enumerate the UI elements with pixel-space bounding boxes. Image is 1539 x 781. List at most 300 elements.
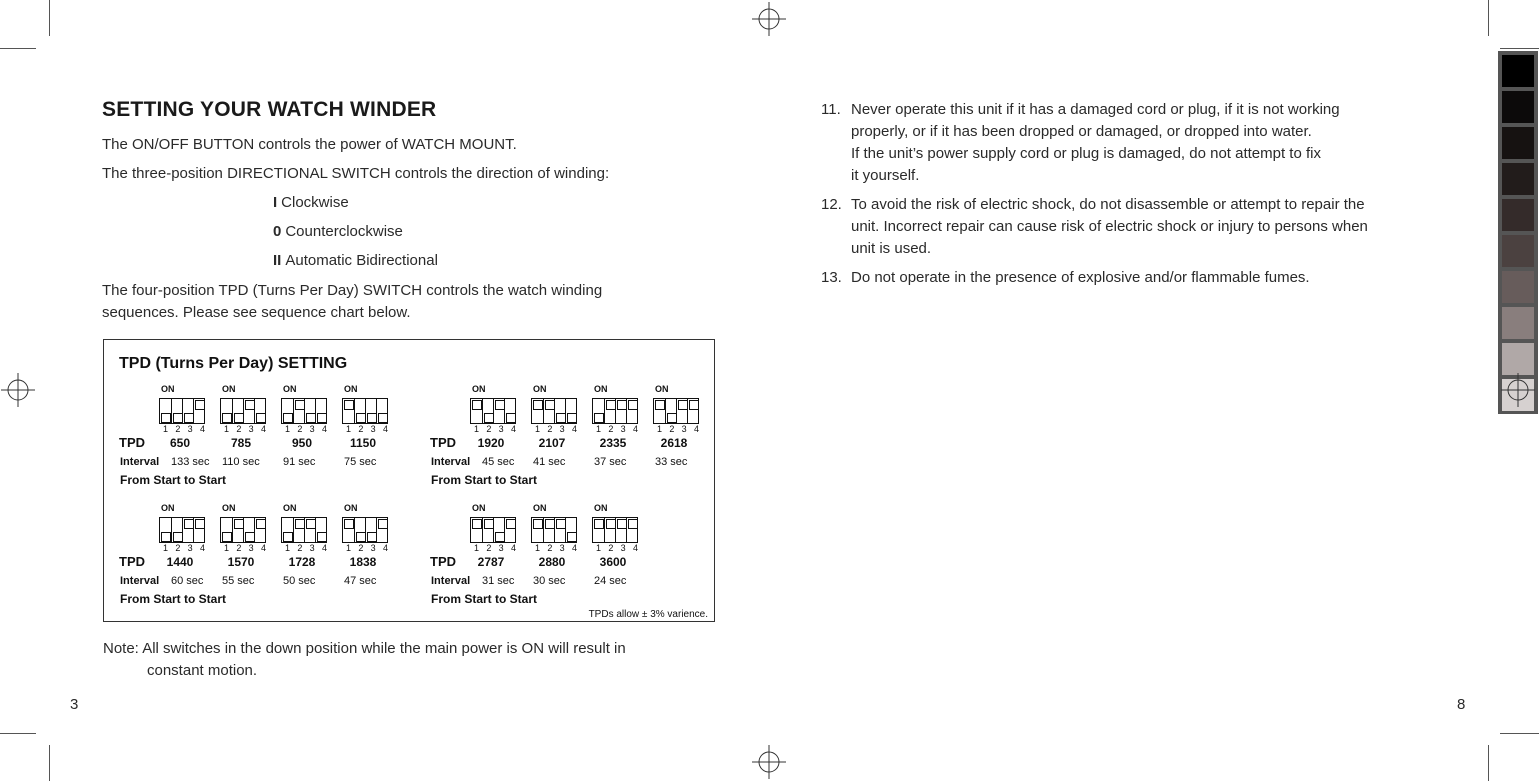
switch-knob-off — [378, 413, 388, 423]
switch-body — [159, 398, 205, 424]
switch-knob-on — [195, 400, 205, 410]
list-item-text: unit is used. — [851, 240, 932, 257]
dip-switch-diagram — [281, 384, 329, 442]
switch-number: 4 — [510, 543, 516, 553]
switch-slot — [315, 518, 325, 542]
color-swatch — [1502, 307, 1534, 339]
switch-numbers — [474, 543, 516, 553]
crop-mark — [1500, 733, 1539, 734]
switch-slot — [554, 518, 564, 542]
switch-slot — [243, 399, 253, 423]
switch-slot — [293, 399, 303, 423]
switch-numbers — [346, 543, 388, 553]
switch-slot — [504, 518, 514, 542]
switch-slot — [304, 518, 314, 542]
switch-number: 3 — [309, 424, 315, 434]
switch-number: 4 — [260, 543, 266, 553]
interval-value: 91 sec — [283, 456, 316, 468]
switch-number: 1 — [535, 543, 541, 553]
switch-number: 3 — [498, 543, 504, 553]
switch-number: 2 — [486, 543, 492, 553]
switch-slot — [193, 518, 203, 542]
switch-number: 3 — [681, 424, 687, 434]
switch-slot — [604, 399, 614, 423]
registration-mark-icon — [752, 745, 786, 779]
switch-number: 4 — [199, 543, 205, 553]
switch-slot — [182, 399, 192, 423]
switch-numbers — [224, 424, 266, 434]
interval-value: 75 sec — [344, 456, 377, 468]
dip-switch-diagram — [281, 503, 329, 561]
switch-knob-off — [222, 413, 232, 423]
switch-numbers — [346, 424, 388, 434]
switch-slot — [354, 518, 364, 542]
interval-value: 30 sec — [533, 575, 566, 587]
switch-number: 4 — [199, 424, 205, 434]
switch-body — [342, 398, 388, 424]
tpd-value: 785 — [230, 436, 252, 450]
direction-clockwise — [273, 194, 349, 211]
from-start-to-start-label: From Start to Start — [120, 592, 227, 606]
switch-body — [531, 517, 577, 543]
interval-label: Interval — [120, 456, 160, 468]
crop-mark — [0, 48, 36, 49]
tpd-value: 3600 — [599, 555, 627, 569]
interval-value: 50 sec — [283, 575, 316, 587]
switch-body — [531, 398, 577, 424]
switch-number: 3 — [620, 424, 626, 434]
switch-number: 3 — [187, 424, 193, 434]
tpd-value: 2787 — [477, 555, 505, 569]
dip-switch-diagram — [220, 384, 268, 442]
switch-number: 3 — [370, 543, 376, 553]
from-start-to-start-label: From Start to Start — [431, 592, 538, 606]
switch-number: 1 — [596, 543, 602, 553]
switch-numbers — [285, 543, 327, 553]
switch-number: 4 — [571, 424, 577, 434]
dip-switch-diagram — [470, 384, 518, 442]
direction-label: Automatic Bidirectional — [285, 252, 438, 269]
switch-number: 4 — [321, 424, 327, 434]
switch-number: 1 — [535, 424, 541, 434]
switch-slot — [471, 399, 480, 423]
direction-symbol: I — [273, 194, 278, 211]
switch-number: 3 — [309, 543, 315, 553]
tpd-value: 2880 — [538, 555, 566, 569]
page-number-left: 3 — [70, 696, 79, 713]
direction-label: Clockwise — [281, 194, 349, 211]
tpd-value: 650 — [169, 436, 191, 450]
direction-bidirectional — [273, 252, 438, 269]
tpd-label: TPD — [119, 435, 145, 450]
dip-switch-diagram — [159, 384, 207, 442]
switch-knob-on — [506, 519, 516, 529]
direction-symbol: 0 — [273, 223, 282, 240]
interval-value: 24 sec — [594, 575, 627, 587]
switch-slot — [365, 399, 375, 423]
list-item-text: Do not operate in the presence of explosive and/or flammable fumes. — [851, 269, 1310, 286]
list-item-number: 12. — [821, 196, 842, 213]
switch-knob-off — [283, 413, 293, 423]
switch-slot — [171, 518, 181, 542]
switch-slot — [654, 399, 663, 423]
interval-value: 41 sec — [533, 456, 566, 468]
interval-value: 47 sec — [344, 575, 377, 587]
dip-switch-diagram — [592, 503, 640, 561]
on-label: ON — [594, 503, 608, 513]
switch-slot — [304, 399, 314, 423]
on-label: ON — [161, 503, 175, 513]
list-item-text: properly, or if it has been dropped or damaged, or dropped into water. — [851, 123, 1312, 140]
dip-switch-diagram — [342, 384, 390, 442]
switch-slot — [532, 518, 541, 542]
switch-number: 3 — [370, 424, 376, 434]
switch-number: 2 — [297, 543, 303, 553]
switch-knob-off — [567, 413, 577, 423]
from-start-to-start-label: From Start to Start — [120, 473, 227, 487]
switch-knob-off — [222, 532, 232, 542]
on-label: ON — [594, 384, 608, 394]
dip-switch-diagram — [653, 384, 701, 442]
switch-slot — [343, 399, 352, 423]
switch-slot — [343, 518, 352, 542]
switch-slot — [376, 518, 386, 542]
switch-number: 2 — [547, 543, 553, 553]
page-heading: SETTING YOUR WATCH WINDER — [102, 98, 437, 121]
interval-value: 60 sec — [171, 575, 204, 587]
switch-number: 1 — [657, 424, 663, 434]
chart-title: TPD (Turns Per Day) SETTING — [119, 355, 348, 372]
interval-label: Interval — [431, 456, 471, 468]
switch-number: 3 — [498, 424, 504, 434]
interval-value: 33 sec — [655, 456, 688, 468]
switch-knob-on — [195, 519, 205, 529]
switch-knob-on — [533, 519, 543, 529]
switch-slot — [282, 399, 291, 423]
switch-slot — [482, 518, 492, 542]
switch-knob-on — [533, 400, 543, 410]
switch-slot — [221, 518, 230, 542]
dip-switch-diagram — [220, 503, 268, 561]
dip-switch-diagram — [531, 384, 579, 442]
interval-value: 31 sec — [482, 575, 515, 587]
switch-slot — [493, 399, 503, 423]
crop-mark — [49, 745, 50, 781]
switch-numbers — [535, 543, 577, 553]
tpd-value: 1570 — [227, 555, 255, 569]
directional-paragraph: The three-position DIRECTIONAL SWITCH controls the direction of winding: — [102, 165, 610, 182]
switch-body — [159, 517, 205, 543]
switch-number: 1 — [285, 424, 291, 434]
color-swatch — [1502, 163, 1534, 195]
switch-number: 1 — [474, 424, 480, 434]
tpd-paragraph-line1: The four-position TPD (Turns Per Day) SWITCH controls the watch winding — [102, 282, 603, 299]
interval-value: 133 sec — [171, 456, 210, 468]
registration-mark-icon — [752, 2, 786, 36]
tpd-value: 1838 — [349, 555, 377, 569]
list-item-text: unit. Incorrect repair can cause risk of electric shock or injury to persons when — [851, 218, 1368, 235]
switch-numbers — [163, 543, 205, 553]
switch-number: 4 — [260, 424, 266, 434]
switch-slot — [282, 518, 291, 542]
switch-number: 2 — [175, 543, 181, 553]
direction-symbol: II — [273, 252, 282, 269]
tpd-paragraph-line2: sequences. Please see sequence chart below. — [102, 304, 411, 321]
switch-knob-off — [594, 413, 604, 423]
switch-numbers — [285, 424, 327, 434]
interval-value: 45 sec — [482, 456, 515, 468]
list-item-number: 13. — [821, 269, 842, 286]
tpd-label: TPD — [430, 435, 456, 450]
switch-number: 3 — [248, 424, 254, 434]
switch-body — [281, 398, 327, 424]
switch-numbers — [474, 424, 516, 434]
switch-number: 4 — [571, 543, 577, 553]
switch-number: 2 — [236, 424, 242, 434]
dip-switch-diagram — [531, 503, 579, 561]
switch-slot — [615, 518, 625, 542]
switch-knob-on — [472, 519, 482, 529]
list-item-text: Never operate this unit if it has a damaged cord or plug, if it is not working — [851, 101, 1340, 118]
switch-slot — [504, 399, 514, 423]
switch-slot — [193, 399, 203, 423]
tpd-value: 950 — [291, 436, 313, 450]
dip-switch-diagram — [342, 503, 390, 561]
switch-number: 1 — [163, 543, 169, 553]
switch-number: 3 — [620, 543, 626, 553]
switch-slot — [565, 399, 575, 423]
switch-numbers — [535, 424, 577, 434]
switch-body — [470, 398, 516, 424]
switch-slot — [543, 399, 553, 423]
switch-knob-on — [472, 400, 482, 410]
switch-body — [342, 517, 388, 543]
tpd-value: 1728 — [288, 555, 316, 569]
crop-mark — [1500, 48, 1539, 49]
switch-knob-on — [689, 400, 699, 410]
switch-slot — [365, 518, 375, 542]
switch-slot — [376, 399, 386, 423]
switch-numbers — [163, 424, 205, 434]
switch-number: 1 — [346, 424, 352, 434]
switch-number: 4 — [321, 543, 327, 553]
on-label: ON — [344, 503, 358, 513]
switch-number: 3 — [187, 543, 193, 553]
switch-slot — [565, 518, 575, 542]
interval-value: 37 sec — [594, 456, 627, 468]
on-label: ON — [533, 384, 547, 394]
switch-number: 4 — [382, 543, 388, 553]
list-item-text: To avoid the risk of electric shock, do not disassemble or attempt to repair the — [851, 196, 1365, 213]
switch-numbers — [596, 424, 638, 434]
switch-slot — [665, 399, 675, 423]
note-line2: constant motion. — [147, 662, 258, 679]
interval-value: 55 sec — [222, 575, 255, 587]
switch-number: 1 — [224, 543, 230, 553]
switch-number: 1 — [596, 424, 602, 434]
switch-slot — [471, 518, 480, 542]
variance-note: TPDs allow ± 3% varience. — [588, 609, 708, 620]
switch-numbers — [596, 543, 638, 553]
tpd-value: 2335 — [599, 436, 627, 450]
switch-slot — [687, 399, 697, 423]
switch-slot — [543, 518, 553, 542]
switch-slot — [171, 399, 181, 423]
switch-knob-off — [317, 413, 327, 423]
color-swatch — [1502, 235, 1534, 267]
tpd-label: TPD — [430, 554, 456, 569]
switch-number: 1 — [163, 424, 169, 434]
dip-switch-diagram — [592, 384, 640, 442]
switch-body — [220, 398, 266, 424]
switch-body — [592, 517, 638, 543]
switch-knob-on — [344, 400, 354, 410]
switch-number: 4 — [382, 424, 388, 434]
switch-slot — [232, 518, 242, 542]
switch-slot — [315, 399, 325, 423]
tpd-value: 2618 — [660, 436, 688, 450]
crop-mark — [1488, 0, 1489, 36]
switch-knob-off — [567, 532, 577, 542]
switch-body — [281, 517, 327, 543]
color-swatch — [1502, 343, 1534, 375]
switch-slot — [482, 399, 492, 423]
interval-label: Interval — [431, 575, 471, 587]
switch-numbers — [224, 543, 266, 553]
switch-number: 4 — [632, 424, 638, 434]
on-label: ON — [655, 384, 669, 394]
tpd-value: 2107 — [538, 436, 566, 450]
registration-mark-icon — [1, 373, 35, 407]
switch-knob-off — [161, 532, 171, 542]
switch-knob-on — [628, 519, 638, 529]
on-label: ON — [222, 503, 236, 513]
switch-knob-on — [655, 400, 665, 410]
switch-slot — [532, 399, 541, 423]
switch-slot — [293, 518, 303, 542]
from-start-to-start-label: From Start to Start — [431, 473, 538, 487]
switch-slot — [615, 399, 625, 423]
switch-knob-off — [317, 532, 327, 542]
switch-number: 3 — [559, 543, 565, 553]
color-swatch — [1502, 91, 1534, 123]
on-label: ON — [472, 384, 486, 394]
direction-counterclockwise — [273, 223, 403, 240]
switch-number: 1 — [285, 543, 291, 553]
onoff-paragraph: The ON/OFF BUTTON controls the power of WATCH MOUNT. — [102, 136, 517, 153]
switch-slot — [160, 518, 169, 542]
color-swatch — [1502, 271, 1534, 303]
switch-slot — [254, 518, 264, 542]
list-item-text: If the unit’s power supply cord or plug is damaged, do not attempt to fix — [851, 145, 1321, 162]
switch-body — [470, 517, 516, 543]
switch-body — [220, 517, 266, 543]
switch-number: 3 — [248, 543, 254, 553]
switch-numbers — [657, 424, 699, 434]
switch-knob-on — [256, 519, 266, 529]
switch-knob-on — [594, 519, 604, 529]
dip-switch-diagram — [159, 503, 207, 561]
switch-number: 2 — [608, 543, 614, 553]
direction-label: Counterclockwise — [285, 223, 403, 240]
switch-slot — [676, 399, 686, 423]
list-item-number: 11. — [821, 101, 841, 118]
switch-number: 4 — [510, 424, 516, 434]
switch-slot — [593, 399, 602, 423]
switch-slot — [554, 399, 564, 423]
switch-number: 2 — [297, 424, 303, 434]
on-label: ON — [344, 384, 358, 394]
switch-number: 2 — [236, 543, 242, 553]
switch-slot — [626, 399, 636, 423]
switch-knob-on — [378, 519, 388, 529]
tpd-label: TPD — [119, 554, 145, 569]
switch-body — [592, 398, 638, 424]
switch-number: 2 — [175, 424, 181, 434]
switch-slot — [160, 399, 169, 423]
switch-knob-off — [256, 413, 266, 423]
dip-switch-diagram — [470, 503, 518, 561]
switch-knob-on — [344, 519, 354, 529]
on-label: ON — [533, 503, 547, 513]
switch-number: 2 — [358, 424, 364, 434]
note-line1: Note: All switches in the down position while the main power is ON will result in — [103, 640, 626, 657]
interval-label: Interval — [120, 575, 160, 587]
switch-slot — [254, 399, 264, 423]
color-swatch — [1502, 199, 1534, 231]
switch-knob-off — [161, 413, 171, 423]
tpd-value: 1150 — [349, 436, 377, 450]
switch-slot — [354, 399, 364, 423]
interval-value: 110 sec — [222, 456, 260, 468]
registration-mark-icon — [1501, 373, 1535, 407]
on-label: ON — [283, 384, 297, 394]
crop-mark — [1488, 745, 1489, 781]
switch-number: 1 — [346, 543, 352, 553]
on-label: ON — [161, 384, 175, 394]
tpd-setting-chart — [103, 339, 715, 622]
switch-slot — [604, 518, 614, 542]
switch-knob-off — [283, 532, 293, 542]
color-swatch — [1502, 127, 1534, 159]
switch-slot — [182, 518, 192, 542]
switch-slot — [232, 399, 242, 423]
color-swatch — [1502, 55, 1534, 87]
switch-number: 2 — [358, 543, 364, 553]
switch-slot — [493, 518, 503, 542]
list-item-text: it yourself. — [851, 167, 920, 184]
switch-slot — [593, 518, 602, 542]
tpd-value: 1440 — [166, 555, 194, 569]
switch-knob-off — [506, 413, 516, 423]
on-label: ON — [222, 384, 236, 394]
switch-number: 1 — [224, 424, 230, 434]
page-number-right: 8 — [1457, 696, 1466, 713]
switch-body — [653, 398, 699, 424]
on-label: ON — [472, 503, 486, 513]
switch-number: 2 — [669, 424, 675, 434]
crop-mark — [0, 733, 36, 734]
switch-number: 4 — [632, 543, 638, 553]
crop-mark — [49, 0, 50, 36]
on-label: ON — [283, 503, 297, 513]
switch-slot — [243, 518, 253, 542]
tpd-value: 1920 — [477, 436, 505, 450]
switch-number: 2 — [547, 424, 553, 434]
switch-number: 3 — [559, 424, 565, 434]
switch-number: 4 — [693, 424, 699, 434]
switch-slot — [221, 399, 230, 423]
